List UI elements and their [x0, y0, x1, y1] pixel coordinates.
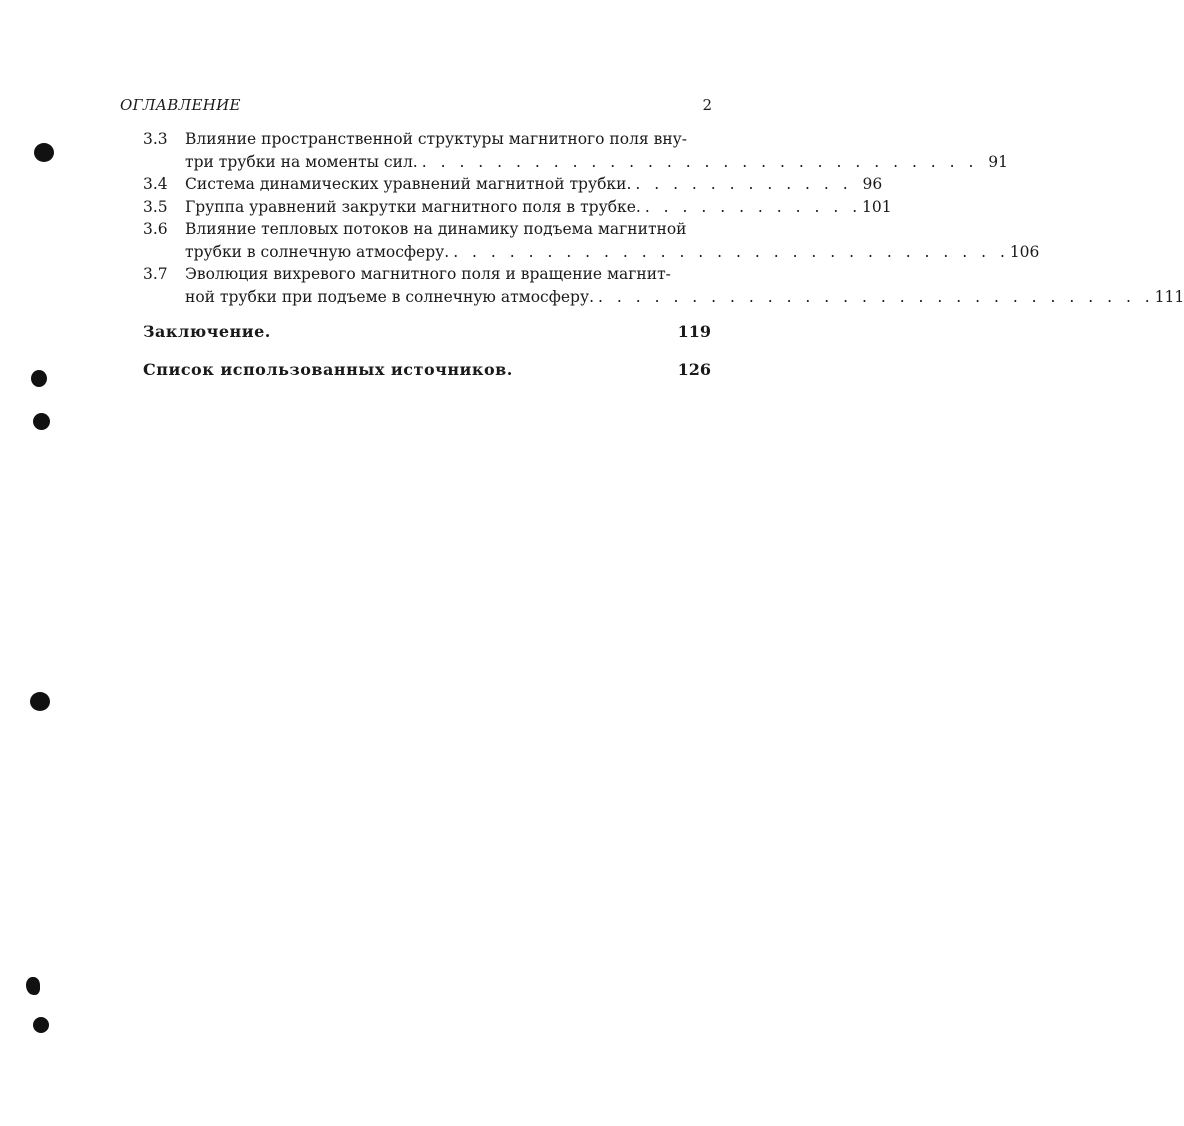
- section-title-line1: Эволюция вихревого магнитного поля и вращение магнит-: [185, 265, 671, 283]
- header-title: ОГЛАВЛЕНИЕ: [120, 96, 241, 114]
- section-page: 96: [862, 175, 883, 193]
- punch-hole-mark: [33, 1017, 49, 1033]
- section-title-line2: трубки в солнечную атмосферу.: [185, 242, 450, 261]
- chapter-page: 119: [677, 322, 711, 341]
- punch-hole-mark: [30, 692, 50, 711]
- punch-hole-mark: [33, 413, 50, 430]
- chapter-title: Список использованных источников.: [143, 360, 513, 379]
- table-of-contents: [143, 128, 1184, 379]
- toc-entry-3-5[interactable]: [143, 196, 892, 219]
- section-number: 3.5: [143, 197, 168, 216]
- section-title-line2: три трубки на моменты сил.: [185, 152, 418, 171]
- toc-entry-3-3[interactable]: [143, 128, 1008, 173]
- section-page: 106: [1009, 242, 1040, 261]
- section-title-line2: ной трубки при подъеме в солнечную атмосферу.: [185, 287, 595, 306]
- section-title: Система динамических уравнений магнитной трубки.: [185, 175, 632, 193]
- toc-chapter-conclusion[interactable]: [143, 322, 711, 341]
- section-title: Группа уравнений закрутки магнитного поля в трубке.: [185, 197, 641, 216]
- toc-entry-3-6[interactable]: [143, 218, 1040, 263]
- section-page: 101: [862, 197, 892, 216]
- dot-leader: . . . . . . . . . . . . . . . . . . . . . . . . . . . . . .: [453, 242, 1010, 261]
- dot-leader: . . . . . . . . . . . .: [644, 197, 862, 216]
- section-title-line1: Влияние пространственной структуры магнитного поля вну-: [185, 130, 688, 148]
- section-number: 3.4: [143, 175, 168, 193]
- punch-hole-mark: [26, 977, 40, 995]
- chapter-title: Заключение.: [143, 322, 271, 341]
- punch-hole-mark: [34, 143, 54, 162]
- dot-leader: . . . . . . . . . . . .: [635, 175, 853, 193]
- page-header: [120, 96, 712, 118]
- toc-entry-3-4[interactable]: [143, 173, 883, 196]
- dot-leader: . . . . . . . . . . . . . . . . . . . . . . . . . . . . . .: [421, 152, 978, 171]
- section-page: 111: [1154, 287, 1184, 306]
- section-page: 91: [988, 152, 1008, 171]
- section-title-line1: Влияние тепловых потоков на динамику подъема магнитной: [185, 220, 687, 238]
- section-number: 3.7: [143, 265, 168, 283]
- toc-chapter-references[interactable]: [143, 360, 711, 379]
- section-number: 3.6: [143, 220, 168, 238]
- punch-hole-mark: [31, 370, 47, 387]
- toc-entry-3-7[interactable]: [143, 263, 1184, 308]
- header-page-number: 2: [702, 96, 712, 114]
- dot-leader: . . . . . . . . . . . . . . . . . . . . . . . . . . . . . .: [598, 287, 1155, 306]
- chapter-page: 126: [677, 360, 711, 379]
- section-number: 3.3: [143, 130, 168, 148]
